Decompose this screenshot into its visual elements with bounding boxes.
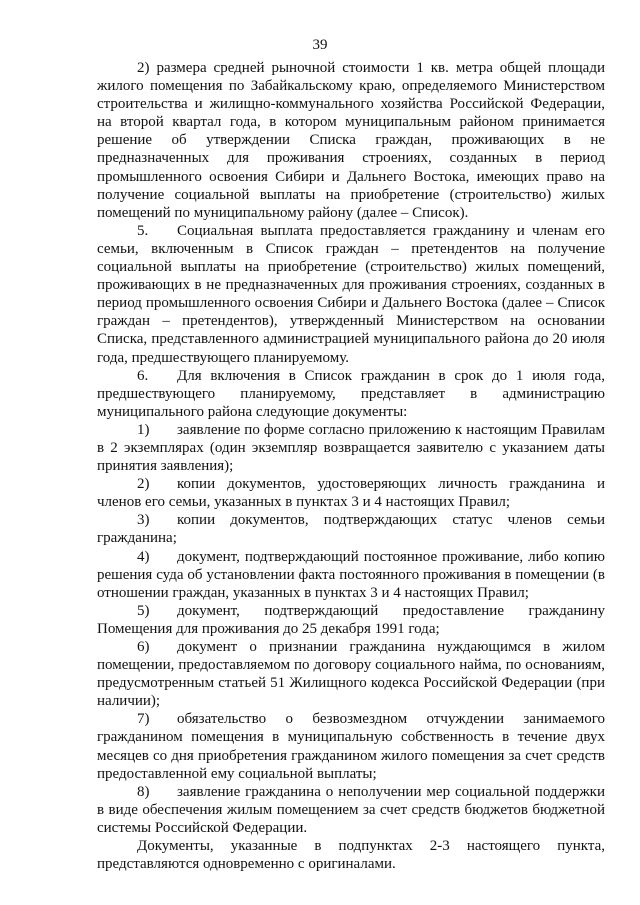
paragraph-5-number: 5. <box>137 222 149 239</box>
paragraph-6-number: 6. <box>137 367 149 384</box>
list-item-number: 1) <box>137 421 150 438</box>
list-item-number: 5) <box>137 602 150 619</box>
document-body <box>97 59 605 873</box>
list-item <box>97 475 605 511</box>
list-item-text: копии документов, подтверждающих статус членов семьи гражданина; <box>97 512 605 547</box>
list-item <box>97 710 605 782</box>
list-item <box>97 511 605 547</box>
list-item-text: документ, подтверждающий постоянное проживание, либо копию решения суда об установлении факта постоянного проживания в помещении (в отношении граждан, указанных в пунктах 3 и 4 настоящих Правил; <box>97 548 605 601</box>
list-item-number: 7) <box>137 711 150 728</box>
list-item <box>97 602 605 638</box>
paragraph-5-text: Социальная выплата предоставляется гражданину и членам его семьи, включенным в Список граждан – претендентов на получение социальной выплаты на приобретение (строительство) жилых помещений, проживающих в не предназначенных для проживания строениях, созданных в период промышленного освоения Сибири и Дальнего Востока (далее – Список граждан – претендентов), утвержденный Министерством на основании Списка, представленного администрацией муниципального района до 20 июля года, предшествующего планируемому. <box>97 222 605 366</box>
list-item <box>97 548 605 602</box>
paragraph-continuation: 2) размера средней рыночной стоимости 1 кв. метра общей площади жилого помещения по Забайкальскому краю, определяемого Министерством строительства и жилищно-коммунального хозяйства Российской Федерации, на второй квартал года, в котором муниципальным районом принимается решение об утверждении Списка граждан, проживающих в не предназначенных для проживания строениях, созданных в период промышленного освоения Сибири и Дальнего Востока, имеющих право на получение социальной выплаты на приобретение (строительство) жилых помещений по муниципальному району (далее – Список). <box>97 60 605 221</box>
list-item <box>97 638 605 710</box>
list-item-number: 6) <box>137 639 150 655</box>
list-item-text: обязательство о безвозмездном отчуждении занимаемого гражданином помещения в муниципальную собственность в течение двух месяцев со дня приобретения гражданином жилого помещения за счет средств предоставленной ему социальной выплаты; <box>97 711 605 782</box>
list-item-text: документ, подтверждающий предоставление гражданину Помещения для проживания до 25 декабря 1991 года; <box>97 602 605 637</box>
list-item-number: 4) <box>137 548 150 565</box>
paragraph-6 <box>97 367 605 421</box>
paragraph-5 <box>97 222 605 367</box>
list-item-text: заявление гражданина о неполучении мер социальной поддержки в виде обеспечения жилым помещением за счет средств бюджетов бюджетной системы Российской Федерации. <box>97 783 605 836</box>
list-item-text: заявление по форме согласно приложению к настоящим Правилам в 2 экземплярах (один экземпляр возвращается заявителю с указанием даты принятия заявления); <box>97 421 605 475</box>
list-item-number: 3) <box>137 512 150 529</box>
paragraph-final: Документы, указанные в подпунктах 2-3 настоящего пункта, представляются одновременно с оригиналами. <box>97 838 605 873</box>
paragraph-6-text: Для включения в Список гражданин в срок до 1 июля года, предшествующего планируемому, представляет в администрацию муниципального района следующие документы: <box>97 367 605 420</box>
page-number: 39 <box>312 37 328 53</box>
list-item-number: 2) <box>137 476 150 493</box>
list-item-number: 8) <box>137 783 150 800</box>
list-item <box>97 421 605 475</box>
list-item <box>97 783 605 837</box>
list-item-text: копии документов, удостоверяющих личность гражданина и членов его семьи, указанных в пунктах 3 и 4 настоящих Правил; <box>97 476 605 511</box>
list-item-text: документ о признании гражданина нуждающимся в жилом помещении, предоставляемом по договору социального найма, по основаниям, предусмотренным статьей 51 Жилищного кодекса Российской Федерации (при наличии); <box>97 639 605 710</box>
